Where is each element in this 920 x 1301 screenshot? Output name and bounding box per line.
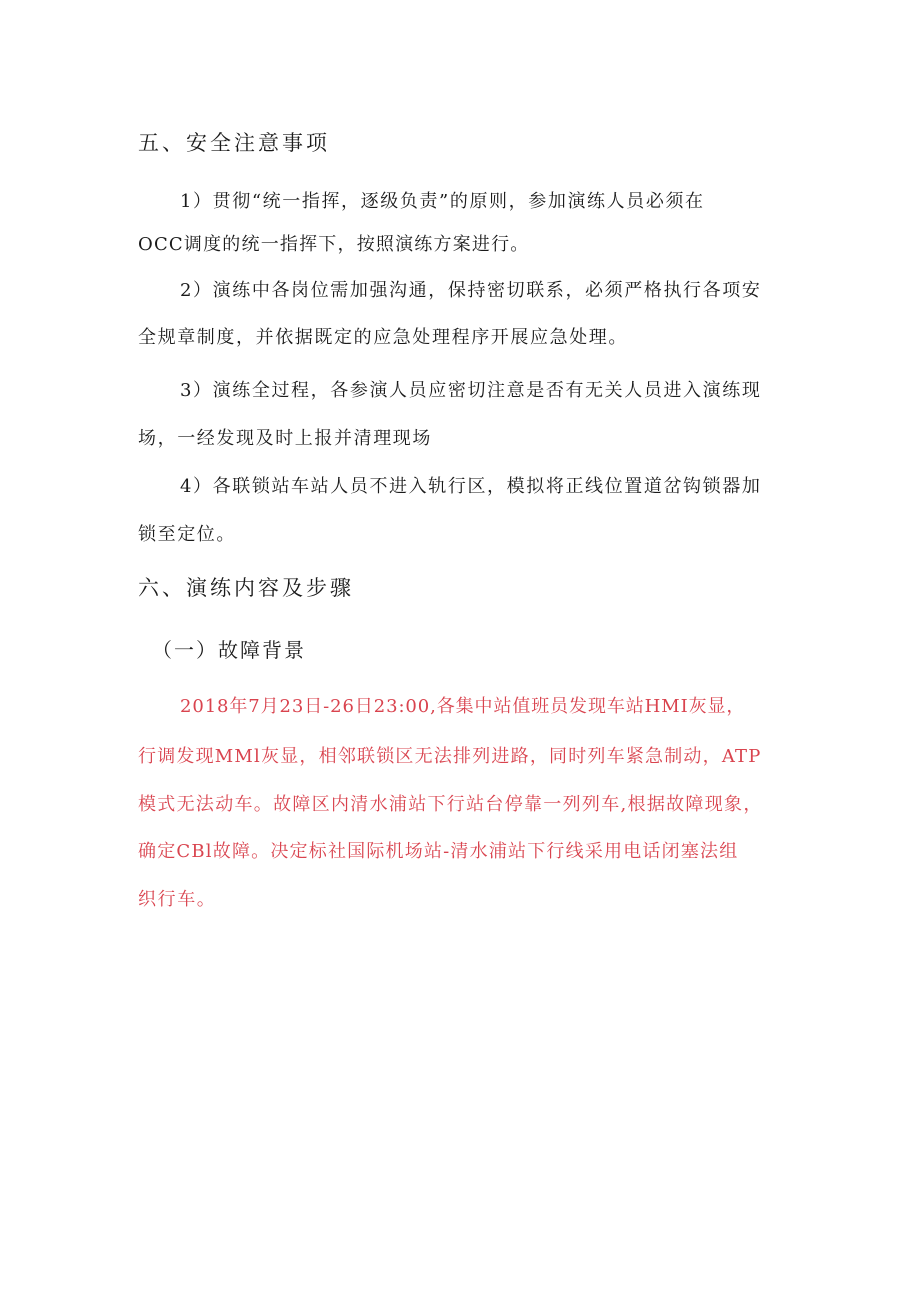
fault-background-line-5: 织行车。	[138, 889, 217, 910]
safety-item-3-line-2: 场，一经发现及时上报并清理现场	[138, 428, 432, 449]
section-heading-drill-content: 六、演练内容及步骤	[138, 576, 354, 600]
safety-item-1-line-2: OCC调度的统一指挥下，按照演练方案进行。	[138, 234, 530, 255]
fault-background-line-1: 2018年7月23日-26日23:00,各集中站值班员发现车站HMI灰显，	[180, 696, 746, 717]
safety-item-4-line-1: 4）各联锁站车站人员不进入轨行区，模拟将正线位置道岔钩锁器加	[180, 476, 762, 497]
safety-item-1-line-1: 1）贯彻“统一指挥，逐级负责”的原则，参加演练人员必须在	[180, 191, 705, 212]
fault-background-line-4: 确定CBl故障。决定标社国际机场站-清水浦站下行线采用电话闭塞法组	[138, 841, 739, 862]
safety-item-3-line-1: 3）演练全过程，各参演人员应密切注意是否有无关人员进入演练现	[180, 380, 762, 401]
fault-background-line-2: 行调发现MMl灰显，相邻联锁区无法排列进路，同时列车紧急制动，ATP	[138, 746, 762, 767]
safety-item-2-line-2: 全规章制度，并依据既定的应急处理程序开展应急处理。	[138, 327, 628, 348]
safety-item-4-line-2: 锁至定位。	[138, 524, 236, 545]
section-heading-safety: 五、安全注意事项	[138, 131, 330, 155]
subsection-heading-fault-background: （一）故障背景	[152, 638, 306, 662]
fault-background-line-3: 模式无法动车。故障区内清水浦站下行站台停靠一列列车,根据故障现象，	[138, 794, 763, 815]
safety-item-2-line-1: 2）演练中各岗位需加强沟通，保持密切联系，必须严格执行各项安	[180, 280, 762, 301]
